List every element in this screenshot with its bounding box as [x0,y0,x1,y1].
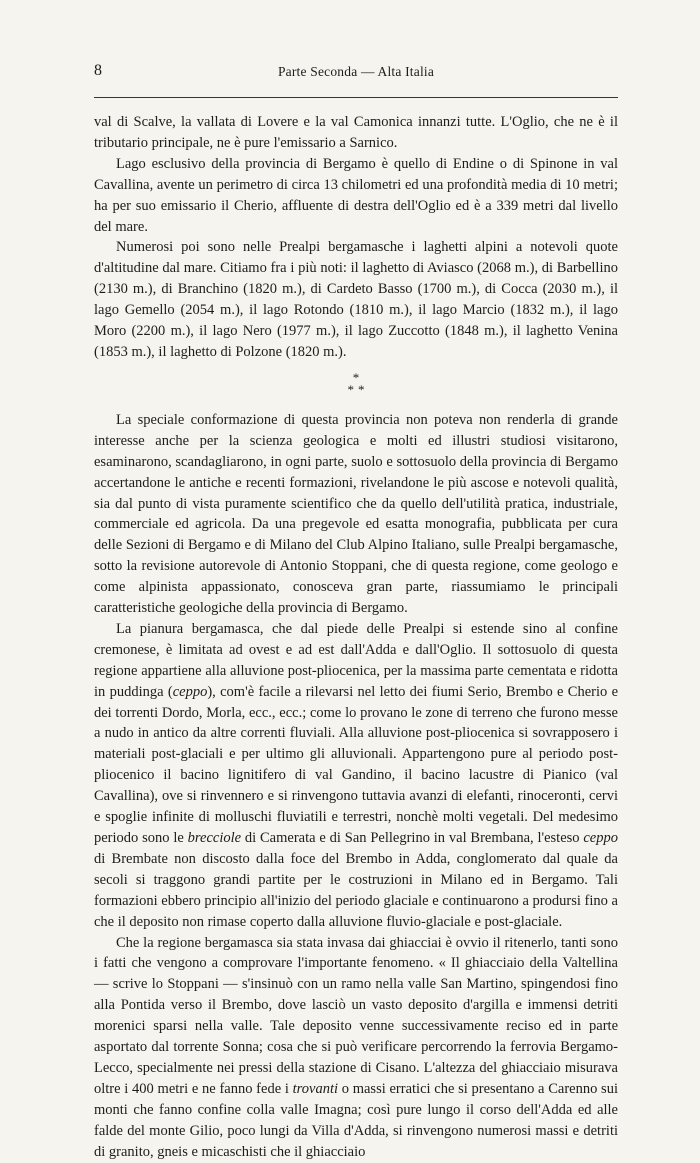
page-header [94,62,618,84]
paragraph-5-text-b: ), com'è facile a rilevarsi nel letto dei fiumi Serio, Brembo e Cherio e dei torrenti Dordo, Morla, ecc., ecc.; come lo provano le zone di terreno che furono messe a nudo in antico da altre correnti fluviali. Alla alluvione post-pliocenica si sovrapposero i materiali post-glaciali e per ultimo gli alluvionali. Appartengono pure al periodo post-pliocenico il bacino lignitifero di val Gandino, il bacino lacustre di Pianico (val Cavallina), ove si rinvennero e si rinvengono tuttavia avanzi di elefanti, rinoceronti, cervi e spoglie infinite di molluschi fluviatili e terrestri, nonchè molti vegetali. Del medesimo periodo sono le [94,683,619,846]
paragraph-5-text-c: di Camerata e di San Pellegrino in val Brembana, l'esteso [241,830,584,846]
paragraph-6-text-a: Che la regione bergamasca sia stata invasa dai ghiacciai è ovvio il ritenerlo, tanti sono i fatti che vengono a comprovare l'importante fenomeno. « Il ghiacciaio della Valtellina — scrive lo Stoppani — s'insinuò con un ramo nella valle San Martino, spingendosi fino alla Pontida verso il Brembo, dove lasciò un vasto deposito d'argilla e immensi detriti morenici sparsi nella valle. Tale deposito venne successivamente reciso ed in parte asportato dal torrente Sonna; cosa che si può verificare percorrendo la ferrovia Bergamo-Lecco, specialmente nei pressi della stazione di Cisano. L'altezza del ghiacciaio misurava oltre i 400 metri e ne fanno fede i [94,934,618,1097]
paragraph-6-text-b: o massi erratici che si presentano a Carenno sui monti che fanno confine colla valle Imagna; così pure lungo il corso dell'Adda ed alle falde del monte Gilio, poco lungi da Villa d'Adda, si rinvengono numerosi massi e detriti di granito, gneis e micaschisti che il ghiacciaio [94,1080,618,1160]
paragraph-1: val di Scalve, la vallata di Lovere e la val Camonica innanzi tutte. L'Oglio, che ne è il tributario principale, ne è pure l'emissario a Sarnico. [94,114,618,151]
page-number: 8 [94,62,103,79]
italic-term-brecciole: brecciole [187,830,242,846]
paragraph-3: Numerosi poi sono nelle Prealpi bergamasche i laghetti alpini a notevoli quote d'altitudine dal mare. Citiamo fra i più noti: il laghetto di Aviasco (2068 m.), di Barbellino (2130 m.), di Branchino (1820 m.), di Cardeto Basso (1700 m.), di Cocca (2030 m.), il lago Gemello (2054 m.), il lago Rotondo (1810 m.), il lago Marcio (1832 m.), il lago Moro (2200 m.), il lago Nero (1977 m.), il lago Zuccotto (1848 m.), il laghetto Venina (1853 m.), il laghetto di Polzone (1820 m.). [94,239,618,360]
asterism-bottom: ** [347,381,369,397]
running-head: Parte Seconda — Alta Italia [277,64,435,79]
paragraph-2: Lago esclusivo della provincia di Bergamo è quello di Endine o di Spinone in val Cavallina, avente un perimetro di circa 13 chilometri ed una profondità media di 10 metri; ha per suo emissario il Cherio, affluente di destra dell'Oglio ed è a 339 metri dal livello del mare. [94,155,618,235]
body-text [94,112,618,1163]
asterism-separator [94,369,618,397]
asterism-top: * [352,369,360,385]
italic-term-trovanti: trovanti [292,1080,339,1097]
paragraph-5 [94,619,618,933]
italic-term-ceppo-2: ceppo [583,830,618,846]
italic-term-ceppo: ceppo [172,683,208,700]
header-rule [94,97,618,98]
paragraph-5-text-a: La pianura bergamasca, che dal piede delle Prealpi si estende sino al confine cremonese, è limitata ad ovest e ad est dall'Adda e dall'Oglio. Il sottosuolo di questa regione appartiene alla alluvione post-pliocenica, per la massima parte cementata e ridotta in puddinga ( [94,620,618,700]
paragraph-5-text-d: di Brembate non discosto dalla foce del Brembo in Adda, conglomerato dal quale da secoli si traggono grandi partite per le costruzioni in Milano ed in Bergamo. Tali formazioni ebbero principio all'inizio del periodo glaciale e continuarono a prodursi fino a che il deposito non rimase coperto dalla alluvione fluvio-glaciale e post-glaciale. [94,850,618,930]
paragraph-4: La speciale conformazione di questa provincia non poteva non renderla di grande interesse anche per la scienza geologica e molti ed illustri studiosi visitarono, esaminarono, scandagliarono, in ogni parte, suolo e sottosuolo della provincia di Bergamo accertandone le antiche e recenti formazioni, rivelandone le più ascose e notevoli qualità, sia dal punto di vista puramente scientifico che da quello dell'utilità pratica, industriale, commerciale ed agricola. Da una pregevole ed esatta monografia, pubblicata per cura delle Sezioni di Bergamo e di Milano del Club Alpino Italiano, sulle Prealpi bergamasche, sotto la revisione autorevole di Antonio Stoppani, che di questa regione, come geologo e come alpinista appassionato, conosceva gran parte, riassumiamo le principali caratteristiche geologiche della provincia di Bergamo. [94,411,618,617]
paragraph-6 [94,933,618,1163]
